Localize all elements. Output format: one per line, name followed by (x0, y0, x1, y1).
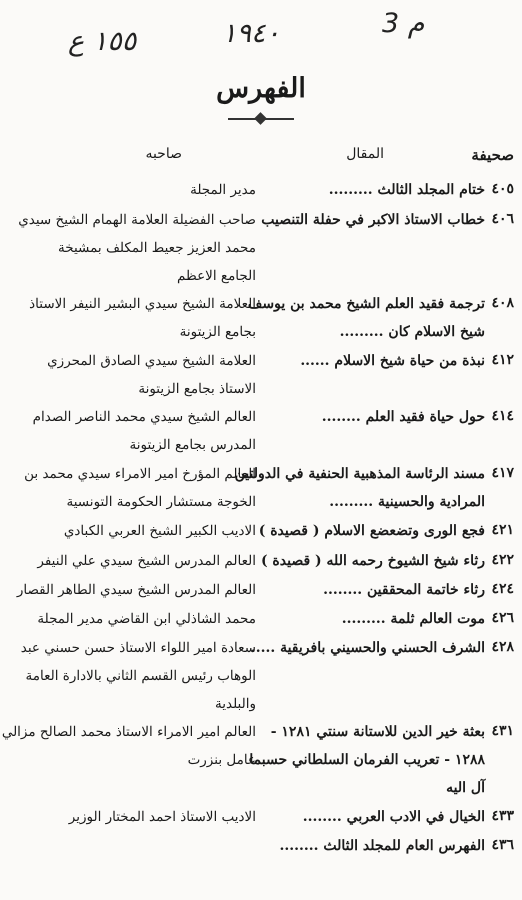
article-title-line: الفهرس العام للمجلد الثالث ........ (279, 838, 485, 854)
article-author-line: الاستاذ بجامع الزيتونة (138, 381, 256, 397)
article-title (257, 176, 485, 204)
article-author (6, 206, 256, 290)
article-title-line: شيخ الاسلام كان ......... (339, 324, 485, 340)
page-number: ٤٢٦ (491, 610, 514, 626)
article-title (250, 634, 485, 662)
page-number: ٤١٤ (491, 408, 514, 424)
article-author (6, 576, 256, 604)
article-title-line: آل اليه (446, 780, 485, 796)
article-title (257, 517, 485, 545)
page-title: الفهرس (216, 73, 306, 104)
article-author-line: مدير المجلة (190, 182, 256, 198)
article-title-line: فجع الورى وتضعضع الاسلام ( قصيدة ) (258, 523, 485, 539)
article-title (257, 803, 485, 831)
article-title-line: الخيال في الادب العربي ........ (302, 809, 485, 825)
article-author (6, 605, 256, 633)
article-title (247, 290, 485, 346)
article-author-line: محمد العزيز جعيط المكلف بمشيخة (58, 240, 256, 256)
page-number: ٤٠٦ (491, 211, 514, 227)
article-author (6, 403, 256, 459)
article-author-line: الخوجة مستشار الحكومة التونسية (66, 494, 256, 510)
article-title (257, 403, 485, 431)
page-number: ٤٣٣ (491, 808, 514, 824)
article-title-line: موت العالم ثلمة ......... (341, 611, 485, 627)
article-author-line: الاديب الكبير الشيخ العربي الكبادي (63, 523, 256, 539)
article-title (257, 547, 485, 575)
article-title (257, 347, 485, 375)
article-author-line: الاديب الاستاذ احمد المختار الوزير (68, 809, 256, 825)
article-title-line: المرادية والحسينية ......... (329, 494, 485, 510)
article-author (6, 547, 256, 575)
article-author-line: المدرس بجامع الزيتونة (129, 437, 256, 453)
article-author (6, 290, 256, 346)
article-title-line: بعثة خير الدين للاستانة سنتي ١٢٨١ - (270, 724, 485, 740)
article-title (257, 832, 485, 860)
article-title-line: ١٢٨٨ - تعريب الفرمان السلطاني حسبما (249, 752, 485, 768)
article-title (257, 576, 485, 604)
article-author (6, 517, 256, 545)
page-number: ٤٣١ (491, 723, 514, 739)
article-author (6, 347, 256, 403)
article-author-line: محمد الشاذلي ابن القاضي مدير المجلة (37, 611, 256, 627)
page-number: ٤٢٨ (491, 639, 514, 655)
article-author-line: سعادة امير اللواء الاستاذ حسن حسني عبد (20, 640, 256, 656)
article-author-line: الوهاب رئيس القسم الثاني بالادارة العامة (25, 668, 256, 684)
article-author-line: الجامع الاعظم (177, 268, 256, 284)
page-number: ٤٢٤ (491, 581, 514, 597)
header-page: صحيفة (471, 146, 514, 164)
article-title-line: حول حياة فقيد العلم ........ (321, 409, 485, 425)
article-author-line: العالم المدرس الشيخ سيدي علي النيفر (37, 553, 256, 569)
article-author (1, 718, 256, 774)
article-author (6, 634, 256, 718)
article-title (249, 718, 485, 802)
page-number: ٤٠٥ (491, 181, 514, 197)
article-author-line: العالم المؤرخ امير الامراء سيدي محمد بن (24, 466, 256, 482)
article-author-line: العالم الشيخ سيدي محمد الناصر الصدام (32, 409, 256, 425)
page-number: ٤١٢ (491, 352, 514, 368)
article-title-line: مسند الرئاسة المذهبية الحنفية في الدولتين (234, 466, 485, 482)
article-author-line: العلامة الشيخ سيدي الصادق المحرزي (47, 353, 256, 369)
page-number: ٤٣٦ (491, 837, 514, 853)
article-author-line: عامل بنزرت (187, 752, 256, 768)
page-number: ٤٢٢ (491, 552, 514, 568)
page-number: ٤١٧ (491, 465, 514, 481)
article-title (257, 605, 485, 633)
handwritten-right: م 3 (382, 8, 425, 39)
header-article: المقال (346, 146, 384, 162)
article-author (6, 176, 256, 204)
article-title (234, 460, 485, 516)
page-number: ٤٢١ (491, 522, 514, 538)
article-author-line: العلامة الشيخ سيدي البشير النيفر الاستاذ (29, 296, 256, 312)
header-author: صاحبه (145, 146, 182, 162)
article-title-line: الشرف الحسني والحسيني بافريقية ..... (250, 640, 485, 656)
article-title-line: خطاب الاستاذ الاكبر في حفلة التنصيب (261, 212, 485, 228)
article-author-line: بجامع الزيتونة (179, 324, 256, 340)
article-title-line: نبذة من حياة شيخ الاسلام ...... (300, 353, 485, 369)
article-author-line: والبلدية (214, 696, 256, 712)
article-author-line: العالم المدرس الشيخ سيدي الطاهر القصار (16, 582, 256, 598)
article-title-line: رثاء خاتمة المحققين ........ (323, 582, 485, 598)
article-title (257, 206, 485, 234)
article-title-line: ترجمة فقيد العلم الشيخ محمد بن يوسف (247, 296, 485, 312)
article-author-line: صاحب الفضيلة العلامة الهمام الشيخ سيدي (18, 212, 256, 228)
article-title-line: رثاء شيخ الشيوخ رحمه الله ( قصيدة ) (260, 553, 485, 569)
article-author (6, 803, 256, 831)
article-author (6, 460, 256, 516)
page-number: ٤٠٨ (491, 295, 514, 311)
handwritten-year: ١٩٤٠ (222, 18, 281, 49)
article-title-line: ختام المجلد الثالث ......... (328, 182, 485, 198)
article-author-line: العالم امير الامراء الاستاذ محمد الصالح مزالي (1, 724, 256, 740)
handwritten-left: ١٥٥ ع (68, 26, 137, 57)
